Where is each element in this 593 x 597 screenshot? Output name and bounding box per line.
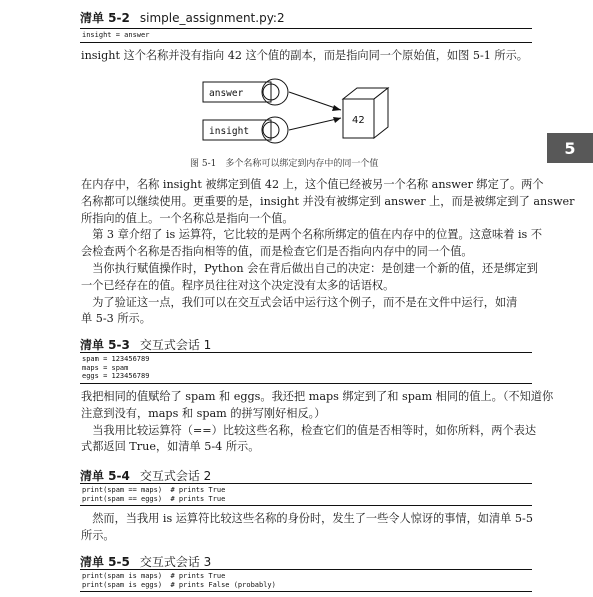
text-line: 名称都可以继续使用。更重要的是，insight 并没有被绑定到 answer 上，而是被绑定到了 answer [81, 194, 575, 208]
paragraph [81, 389, 553, 456]
listing-rule-bottom [80, 383, 532, 384]
paragraph [81, 48, 528, 65]
text-line: 当我用比较运算符（==）比较这些名称，检查它们的值是否相等时，如你所料，两个表达 [81, 423, 537, 437]
paragraph [81, 511, 533, 545]
code-block [82, 486, 225, 503]
code-line: spam = 123456789 [82, 355, 150, 363]
listing-title: 交互式会话 1 [139, 338, 212, 352]
code-line: eggs = 123456789 [82, 372, 150, 381]
arrowhead [333, 117, 341, 123]
paragraph [81, 177, 575, 328]
text-line: insight 这个名称并没有指向 42 这个值的副本，而是指向同一个原始值，如图 5-1 所示。 [81, 49, 528, 62]
arrow [289, 118, 341, 130]
text-line: 当你执行赋值操作时，Python 会在背后做出自己的决定：是创建一个新的值，还是绑定到 [81, 261, 538, 275]
listing-label: 清单 5-4 [80, 469, 130, 483]
box-label: insight [209, 126, 250, 137]
listing-rule-top [80, 483, 532, 484]
code-block [82, 31, 149, 40]
text-line: 所示。 [81, 528, 115, 542]
listing-rule-bottom [80, 505, 532, 506]
text-line: 所指向的值上。一个名称总是指向一个值。 [81, 211, 294, 225]
cube-value: 42 [352, 115, 365, 126]
box-label: answer [209, 88, 244, 99]
text-line: 第 3 章介绍了 is 运算符，它比较的是两个名称所绑定的值在内存中的位置。这意味着 is 不 [81, 228, 543, 242]
text-line: 在内存中，名称 insight 被绑定到值 42 上，这个值已经被另一个名称 answer 绑定了。两个 [81, 178, 544, 191]
listing-rule-bottom [80, 591, 532, 592]
code-line: print(spam == maps) # prints True [82, 486, 226, 494]
listing-label: 清单 5-3 [80, 338, 130, 352]
listing-label: 清单 5-5 [80, 555, 130, 569]
text-line: 单 5-3 所示。 [81, 312, 151, 326]
code-line: print(spam is maps) # prints True [82, 572, 226, 580]
listing-header [80, 553, 211, 570]
code-line: maps = spam [82, 363, 129, 372]
text-line: 注意到没有，maps 和 spam 的拼写刚好相反。） [81, 406, 326, 420]
code-block [82, 355, 149, 381]
figure-caption: 图 5-1 多个名称可以绑定到内存中的同一个值 [190, 159, 379, 169]
value-cube [343, 88, 388, 138]
code-block [82, 572, 276, 589]
listing-header [80, 336, 211, 353]
listing-title: 交互式会话 3 [139, 555, 212, 569]
listing-title: simple_assignment.py:2 [139, 11, 285, 25]
text-line: 然而，当我用 is 运算符比较这些名称的身份时，发生了一些令人惊讶的事情，如清单 5-5 [81, 512, 533, 525]
code-line: print(spam is eggs) # prints False (probably) [82, 580, 276, 589]
code-line: print(spam == eggs) # prints True [82, 494, 226, 503]
text-line: 我把相同的值赋给了 spam 和 eggs。我还把 maps 绑定到了和 spam 相同的值上。（不知道你 [81, 390, 554, 403]
listing-header [80, 9, 285, 26]
listing-rule-top [80, 28, 532, 29]
text-line: 式都返回 True，如清单 5-4 所示。 [81, 440, 260, 454]
listing-label: 清单 5-2 [80, 11, 130, 25]
listing-rule-bottom [80, 42, 532, 43]
figure-diagram [190, 76, 450, 156]
arrow [289, 92, 341, 110]
text-line: 一个已经存在的值。程序员往往对这个决定没有太多的话语权。 [81, 278, 395, 292]
listing-title: 交互式会话 2 [139, 469, 212, 483]
arrowhead [332, 105, 341, 111]
code-line: insight = answer [82, 31, 150, 39]
text-line: 会检查两个名称是否指向相等的值，而是检查它们是否指向内存中的同一个值。 [81, 245, 473, 259]
listing-header [80, 467, 211, 484]
listing-rule-top [80, 352, 532, 353]
listing-rule-top [80, 569, 532, 570]
chapter-tab: 5 [547, 133, 593, 163]
text-line: 为了验证这一点，我们可以在交互式会话中运行这个例子，而不是在文件中运行，如清 [81, 295, 518, 309]
